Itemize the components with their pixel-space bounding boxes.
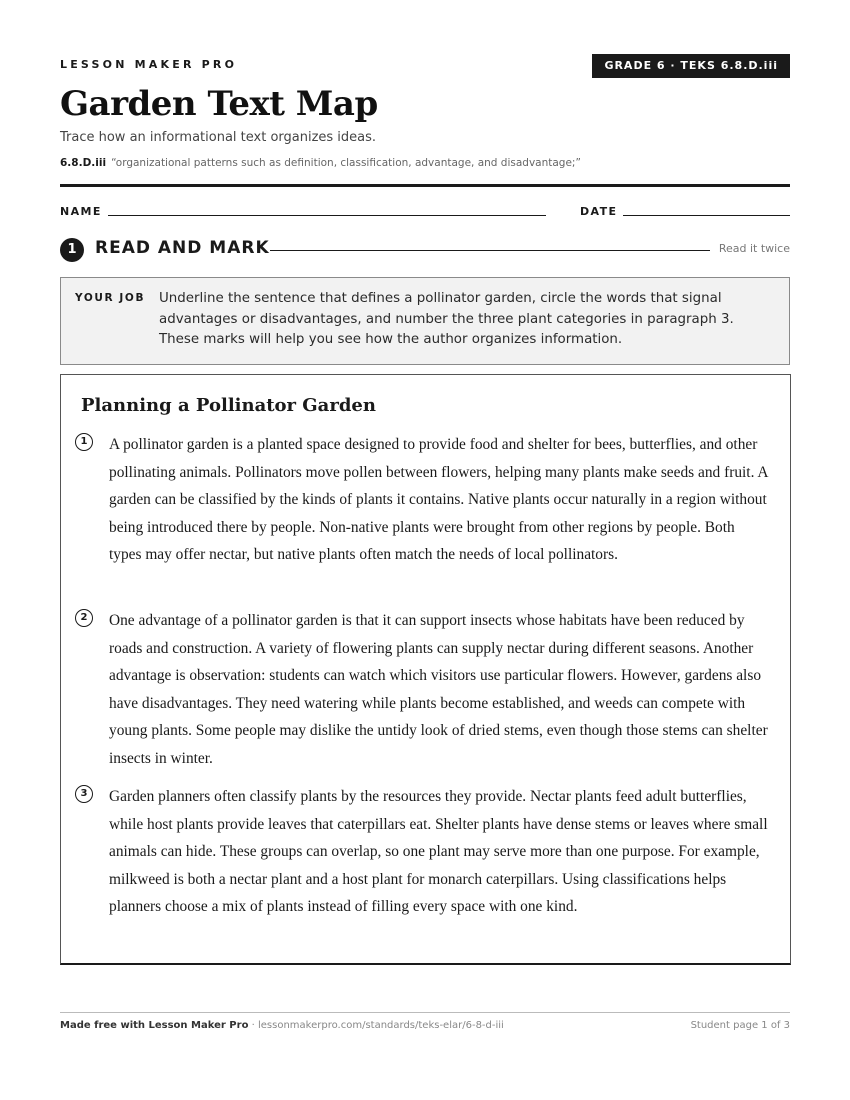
section-title: READ AND MARK <box>95 238 270 258</box>
section-number-badge: 1 <box>60 238 84 262</box>
footer-url[interactable]: · lessonmakerpro.com/standards/teks-elar/6-8-d-iii <box>251 1020 504 1031</box>
standard-text: “organizational patterns such as definition, classification, advantage, and disadvantage;” <box>111 157 581 169</box>
paragraph-2 <box>75 607 775 777</box>
instructions-label: YOUR JOB <box>75 292 146 304</box>
standard-code: 6.8.D.iii <box>60 157 107 169</box>
footer-divider <box>60 1012 790 1013</box>
paragraph-text: One advantage of a pollinator garden is that it can support insects whose habitats have been reduced by roads and construction. A variety of flowering plants can supply nectar during different seasons. Another advantage is observation: students can watch which visitors use particular flowers. However, gardens also have disadvantages. They need watering while plants become established, and weeds can compete with young plants. Some people may dislike the untidy look of dried stems, even though those stems can shelter insects in winter. <box>109 612 768 767</box>
instructions-text: Underline the sentence that defines a pollinator garden, circle the words that signal advantages or disadvantages, and number the three plant categories in paragraph 3. These marks will help you see how the author organizes information. <box>159 291 734 347</box>
header-divider <box>60 184 790 187</box>
brand-name: LESSON MAKER PRO <box>60 58 238 71</box>
name-field[interactable] <box>108 215 546 216</box>
passage-title: Planning a Pollinator Garden <box>81 395 376 416</box>
standard-reference <box>60 157 581 169</box>
paragraph-text: Garden planners often classify plants by the resources they provide. Nectar plants feed adult butterflies, while host plants provide leaves that caterpillars eat. Shelter plants have dense stems or leaves where small animals can hide. These groups can overlap, so one plant may serve more than one purpose. For example, milkweed is both a nectar plant and a host plant for monarch caterpillars. Using classifications helps planners choose a mix of plants instead of filling every space with one kind. <box>109 788 768 916</box>
paragraph-number: 1 <box>75 433 93 451</box>
instructions-box <box>60 277 790 365</box>
footer-made-with: Made free with Lesson Maker Pro <box>60 1020 249 1031</box>
grade-standard-badge: GRADE 6 · TEKS 6.8.D.iii <box>592 54 790 78</box>
paragraph-1 <box>75 431 775 601</box>
section-hint: Read it twice <box>718 242 790 255</box>
section-divider <box>270 250 710 251</box>
name-label: NAME <box>60 205 102 218</box>
reading-passage <box>60 374 791 965</box>
footer-credit <box>60 1020 504 1031</box>
paragraph-text: A pollinator garden is a planted space designed to provide food and shelter for bees, butterflies, and other pollinating animals. Pollinators move pollen between flowers, helping many plants make seeds and fruit. A garden can be classified by the kinds of plants it contains. Native plants occur naturally in a region without being introduced there by people. Non-native plants were brought from other regions by people. Both types may offer nectar, but native plants often match the needs of local pollinators. <box>109 436 768 564</box>
paragraph-number: 3 <box>75 785 93 803</box>
worksheet-title: Garden Text Map <box>60 84 378 124</box>
paragraph-3 <box>75 783 775 953</box>
worksheet-subtitle: Trace how an informational text organizes ideas. <box>60 130 377 145</box>
date-field[interactable] <box>623 215 790 216</box>
footer-page-number: Student page 1 of 3 <box>690 1020 790 1031</box>
paragraph-number: 2 <box>75 609 93 627</box>
date-label: DATE <box>580 205 618 218</box>
